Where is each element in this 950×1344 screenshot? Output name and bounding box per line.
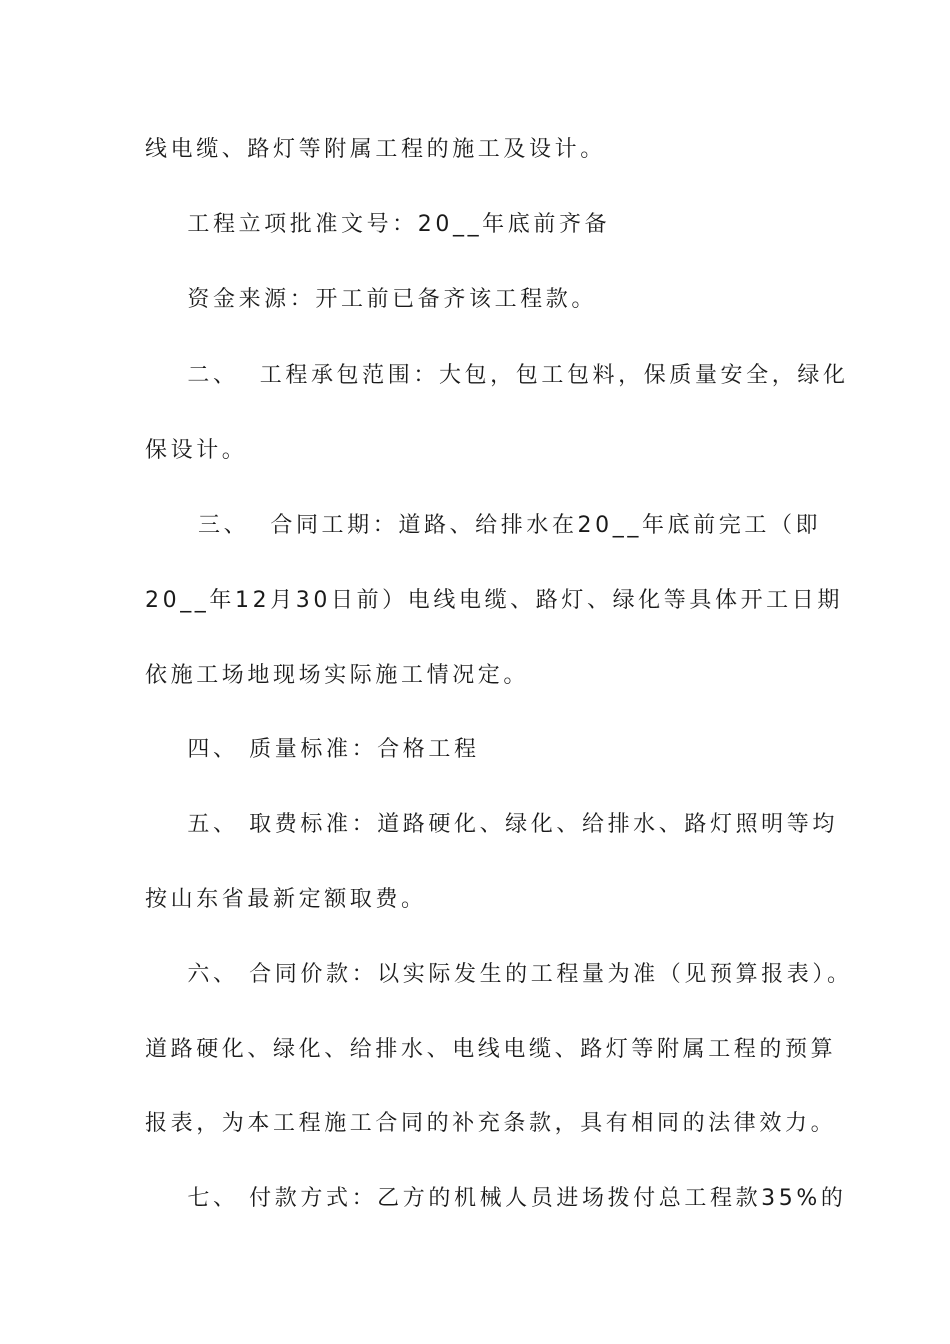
text-line-15: 七、 付款方式：乙方的机械人员进场拨付总工程款35%的: [145, 1186, 847, 1211]
text-line-6: 三、 合同工期：道路、给排水在20__年底前完工（即: [145, 513, 822, 538]
text-line-7: 20__年12月30日前）电线电缆、路灯、绿化等具体开工日期: [145, 588, 843, 613]
text-line-4: 二、 工程承包范围：大包，包工包料，保质量安全，绿化: [145, 363, 849, 388]
text-line-13: 道路硬化、绿化、给排水、电线电缆、路灯等附属工程的预算: [145, 1037, 837, 1062]
text-line-11: 按山东省最新定额取费。: [145, 887, 427, 912]
text-line-12: 六、 合同价款：以实际发生的工程量为准（见预算报表）。: [145, 962, 853, 987]
text-line-1: 线电缆、路灯等附属工程的施工及设计。: [145, 137, 606, 162]
text-line-9: 四、 质量标准：合格工程: [145, 737, 480, 762]
text-line-3: 资金来源：开工前已备齐该工程款。: [145, 287, 597, 312]
text-line-8: 依施工场地现场实际施工情况定。: [145, 663, 530, 688]
text-line-5: 保设计。: [145, 438, 248, 463]
text-line-2: 工程立项批准文号：20__年底前齐备: [145, 212, 611, 237]
text-line-14: 报表，为本工程施工合同的补充条款，具有相同的法律效力。: [145, 1111, 837, 1136]
text-line-10: 五、 取费标准：道路硬化、绿化、给排水、路灯照明等均: [145, 812, 838, 837]
